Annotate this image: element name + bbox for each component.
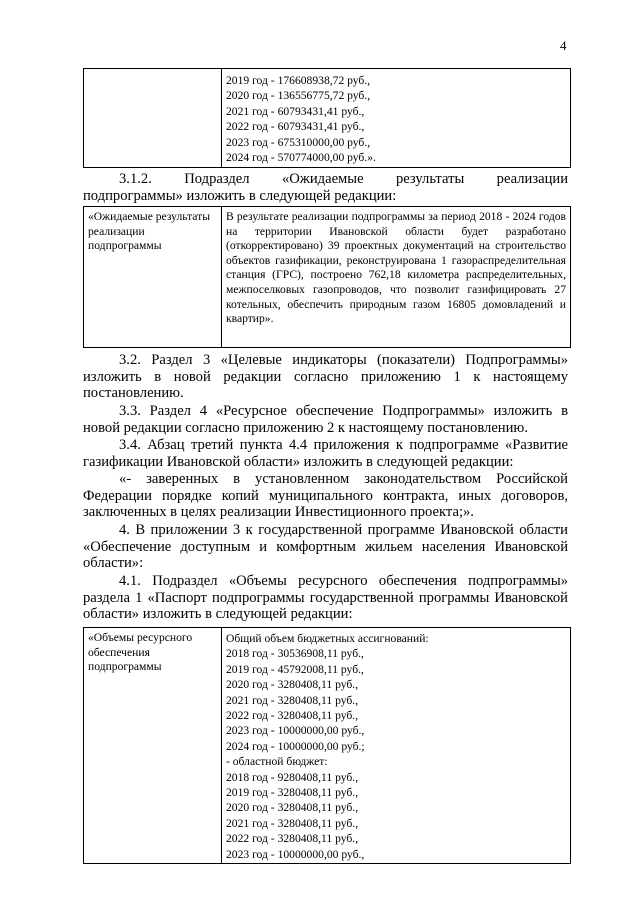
table3-line: 2023 год - 10000000,00 руб.,: [226, 847, 365, 861]
table3-line: 2020 год - 3280408,11 руб.,: [226, 801, 359, 815]
table1-line: 2024 год - 570774000,00 руб.».: [226, 151, 376, 165]
table1-line: 2021 год - 60793431,41 руб.,: [226, 104, 365, 118]
funding-table-continuation: [83, 68, 571, 168]
table3-line: Общий объем бюджетных ассигнований:: [226, 632, 429, 645]
table1-left-cell: [84, 69, 222, 168]
paragraph-3-3: 3.3. Раздел 4 «Ресурсное обеспечение Подпрограммы» изложить в новой редакции согласно приложению 2 к настоящему постановлению.: [83, 403, 568, 436]
table3-left-cell: «Объемы ресурсного обеспечения подпрограммы: [84, 628, 222, 864]
page-number: 4: [560, 38, 567, 53]
table2-left-cell: «Ожидаемые результаты реализации подпрограммы: [84, 207, 222, 348]
table3-line: 2022 год - 3280408,11 руб.,: [226, 832, 359, 846]
paragraph-quote: «- заверенных в установленном законодательством Российской Федерации порядке копий муниципального контракта, иных договоров, заключенных в целях реализации Инвестиционного проекта;».: [83, 471, 568, 520]
table3-line: 2021 год - 3280408,11 руб.,: [226, 693, 359, 707]
table1-right-cell: [222, 69, 571, 168]
paragraph-3-1-2: [83, 171, 568, 204]
paragraph-line: 3.1.2. Подраздел «Ожидаемые результаты реализации: [119, 171, 568, 187]
table2-right-cell: В результате реализации подпрограммы за период 2018 - 2024 годов на территории Ивановской области будет разработано (откорректировано) 39 проектных документаций на строительство объектов газификации, реконструирована 1 газораспределительная станция (ГРС), построено 762,18 километра распределительных, межпоселковых газопроводов, что позволит газифицировать 27 котельных, обеспечить природным газом 16805 домовладений и квартир».: [222, 207, 571, 348]
table3-line: 2018 год - 30536908,11 руб.,: [226, 647, 364, 661]
expected-results-table: [83, 206, 571, 348]
paragraph-line: подпрограммы» изложить в следующей редакции:: [83, 187, 397, 204]
table3-line: 2020 год - 3280408,11 руб.,: [226, 678, 359, 692]
table3-line: 2021 год - 3280408,11 руб.,: [226, 816, 359, 830]
table3-line: 2019 год - 3280408,11 руб.,: [226, 786, 359, 800]
paragraph-4: 4. В приложении 3 к государственной программе Ивановской области «Обеспечение доступным и комфортным жильем населения Ивановской области»:: [83, 522, 568, 571]
table1-line: 2023 год - 675310000,00 руб.,: [226, 135, 371, 149]
table3-right-cell: [222, 628, 571, 864]
table1-line: 2020 год - 136556775,72 руб.,: [226, 89, 371, 103]
table3-line: - областной бюджет:: [226, 755, 328, 769]
table1-line: 2022 год - 60793431,41 руб.,: [226, 120, 365, 134]
table3-line: 2018 год - 9280408,11 руб.,: [226, 770, 359, 784]
paragraph-3-4: 3.4. Абзац третий пункта 4.4 приложения к подпрограмме «Развитие газификации Ивановской области» изложить в следующей редакции:: [83, 437, 568, 470]
resource-volume-table: [83, 627, 571, 864]
table3-line: 2019 год - 45792008,11 руб.,: [226, 662, 364, 676]
table3-line: 2024 год - 10000000,00 руб.;: [226, 739, 365, 753]
table3-line: 2023 год - 10000000,00 руб.,: [226, 724, 365, 738]
paragraph-3-2: 3.2. Раздел 3 «Целевые индикаторы (показатели) Подпрограммы» изложить в новой редакции согласно приложению 1 к настоящему постановлению.: [83, 352, 568, 401]
paragraph-4-1: 4.1. Подраздел «Объемы ресурсного обеспечения подпрограммы» раздела 1 «Паспорт подпрограммы государственной программы Ивановской области» изложить в следующей редакции:: [83, 573, 568, 622]
table1-line: 2019 год - 176608938,72 руб.,: [226, 74, 371, 87]
table3-line: 2022 год - 3280408,11 руб.,: [226, 709, 359, 723]
